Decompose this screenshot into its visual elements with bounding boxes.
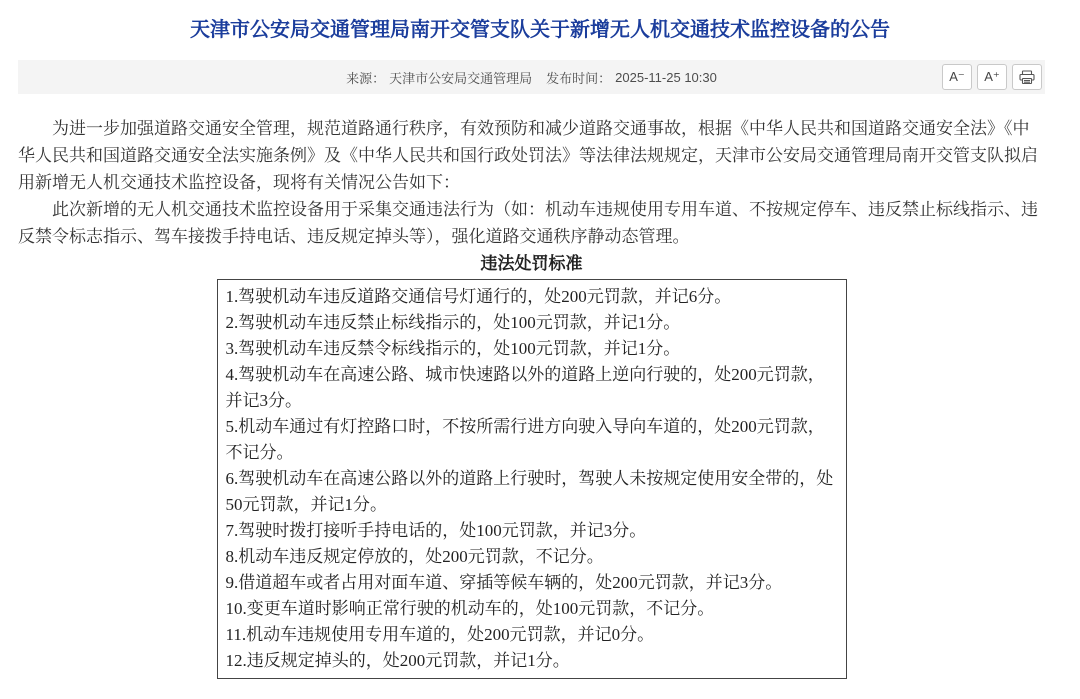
article-body [18,115,1045,679]
penalty-item: 5.机动车通过有灯控路口时，不按所需行进方向驶入导向车道的，处200元罚款，不记分。 [225,417,825,462]
penalty-item: 8.机动车违反规定停放的，处200元罚款，不记分。 [225,547,604,566]
penalty-item: 1.驾驶机动车违反道路交通信号灯通行的，处200元罚款，并记6分。 [225,287,732,306]
print-button[interactable] [1012,64,1042,90]
penalty-item: 2.驾驶机动车违反禁止标线指示的，处100元罚款，并记1分。 [225,313,681,332]
penalty-item: 12.违反规定掉头的，处200元罚款，并记1分。 [225,651,570,670]
publish-time-value: 2025-11-25 10:30 [615,69,717,85]
publish-time-label: 发布时间： [546,70,612,86]
penalty-item: 11.机动车违规使用专用车道的，处200元罚款，并记0分。 [225,625,655,644]
source-value: 天津市公安局交通管理局 [389,70,533,86]
penalty-table-title: 违法处罚标准 [480,254,583,273]
article-paragraph: 为进一步加强道路交通安全管理，规范道路通行秩序，有效预防和减少道路交通事故，根据《中华人民共和国道路交通安全法》《中华人民共和国道路交通安全法实施条例》及《中华人民共和国行政处罚法》等法律法规规定，天津市公安局交通管理局南开交管支队拟启用新增无人机交通技术监控设备，现将有关情况公告如下： [18,119,1038,192]
meta-bar [18,60,1045,94]
penalty-item: 9.借道超车或者占用对面车道、穿插等候车辆的，处200元罚款，并记3分。 [225,573,783,592]
source-label: 来源： [346,70,386,86]
penalty-item: 6.驾驶机动车在高速公路以外的道路上行驶时，驾驶人未按规定使用安全带的，处50元罚款，并记1分。 [225,469,834,514]
page-title: 天津市公安局交通管理局南开交管支队关于新增无人机交通技术监控设备的公告 [190,19,890,41]
penalty-item: 7.驾驶时拨打接听手持电话的，处100元罚款，并记3分。 [225,521,647,540]
font-increase-button[interactable]: A⁺ [977,64,1007,90]
font-decrease-button[interactable]: A⁻ [942,64,972,90]
penalty-item: 10.变更车道时影响正常行驶的机动车的，处100元罚款，不记分。 [225,599,715,618]
penalty-standards-box [217,279,847,679]
penalty-item: 4.驾驶机动车在高速公路、城市快速路以外的道路上逆向行驶的，处200元罚款，并记3分。 [225,365,825,410]
article-paragraph: 此次新增的无人机交通技术监控设备用于采集交通违法行为（如：机动车违规使用专用车道、不按规定停车、违反禁止标线指示、违反禁令标志指示、驾车接拨手持电话、违反规定掉头等），强化道路交通秩序静动态管理。 [18,200,1038,246]
printer-icon [1019,70,1035,85]
penalty-item: 3.驾驶机动车违反禁令标线指示的，处100元罚款，并记1分。 [225,339,681,358]
article-toolbar [942,64,1042,90]
